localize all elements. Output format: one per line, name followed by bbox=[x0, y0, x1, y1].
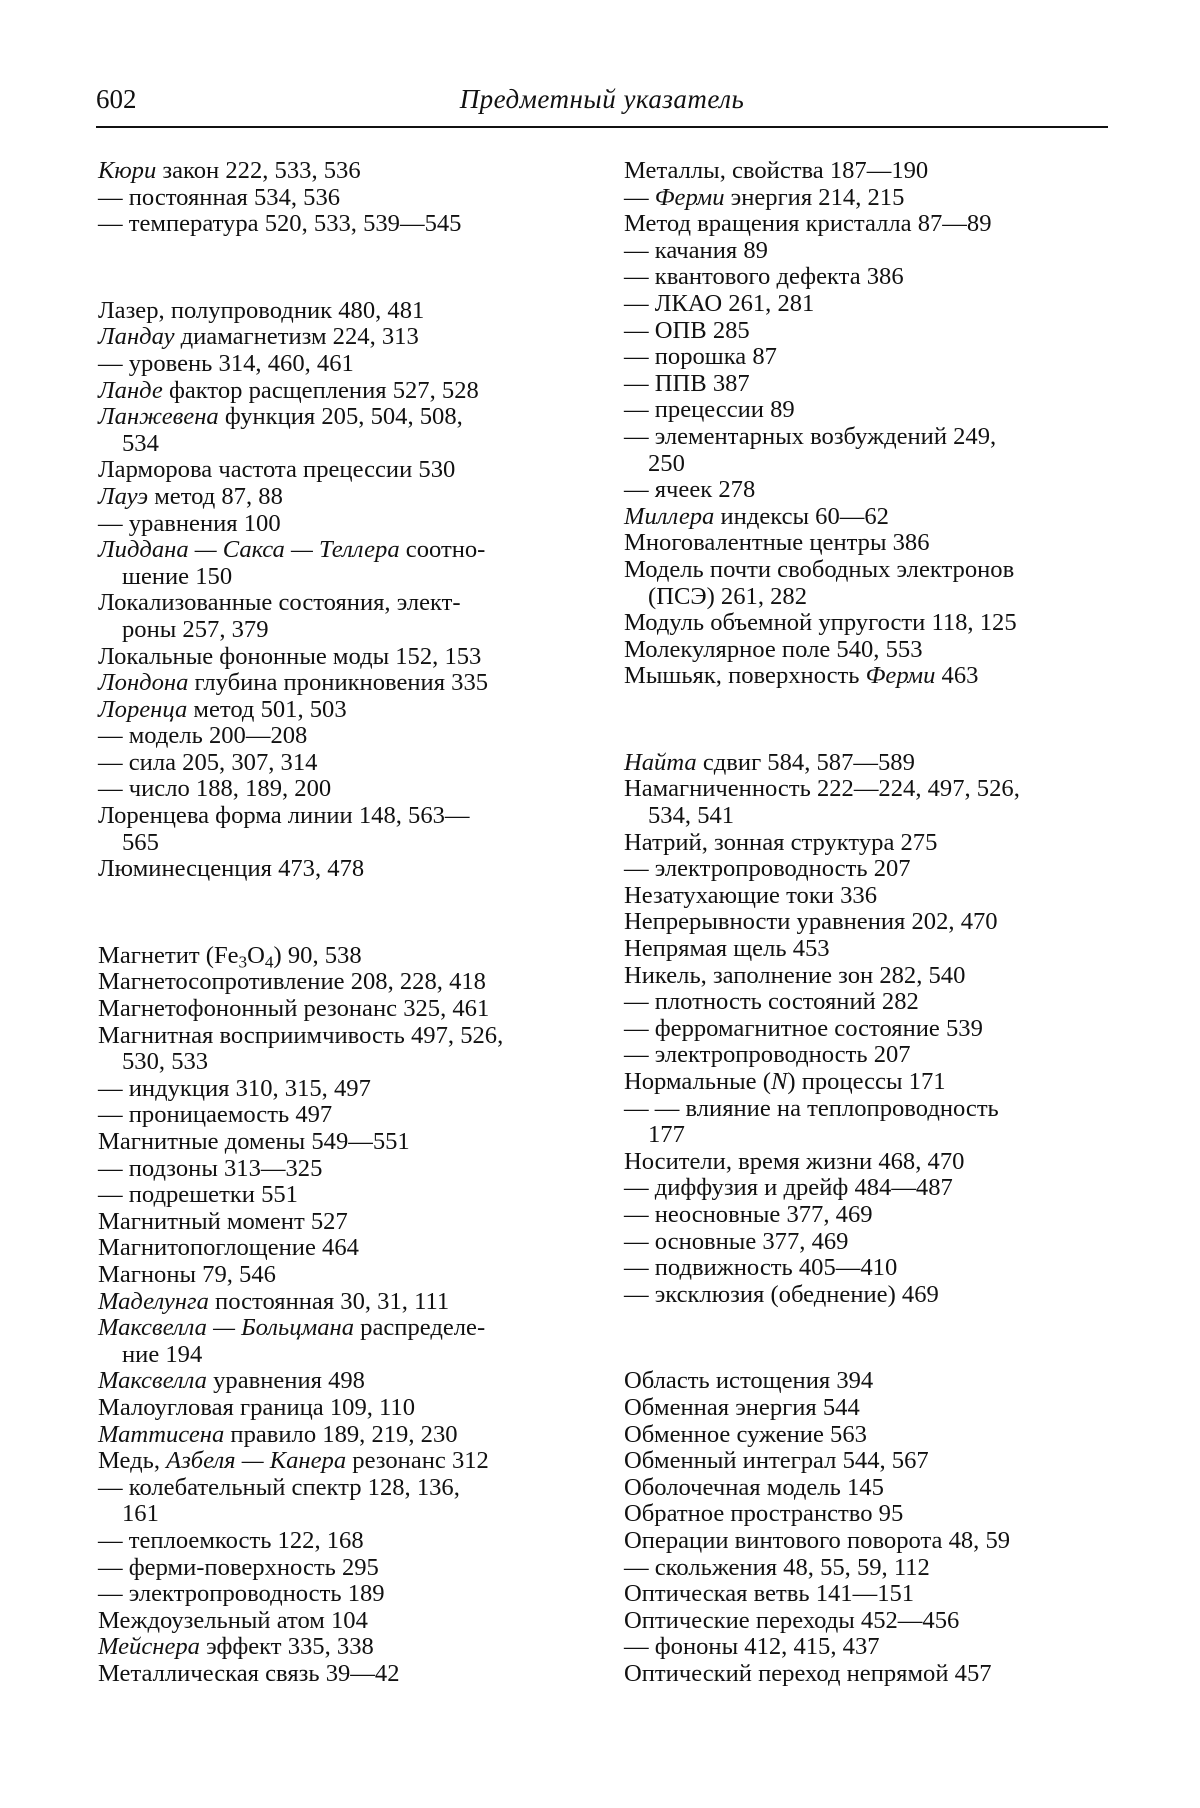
entry-text: Молекулярное поле 540, 553 bbox=[624, 635, 923, 663]
index-entry bbox=[98, 1182, 582, 1209]
entry-text: — ППВ 387 bbox=[624, 369, 750, 397]
index-entry-magnetite: Магнетит $(Fe_3O_4)$ 90, 538 bbox=[98, 941, 362, 972]
entry-proper-name: Ланжевена bbox=[98, 403, 219, 431]
entry-text: — ферми-поверхность 295 bbox=[98, 1553, 379, 1581]
entry-text: Модуль объемной упругости 118, 125 bbox=[624, 609, 1017, 637]
entry-text: Операции винтового поворота 48, 59 bbox=[624, 1526, 1011, 1554]
index-entry bbox=[98, 158, 582, 185]
entry-text: Магнитная восприимчивость 497, 526, bbox=[98, 1021, 504, 1049]
index-entry bbox=[98, 776, 582, 803]
entry-text: диамагнетизм 224, 313 bbox=[174, 323, 419, 351]
entry-text: Локализованные состояния, элект- bbox=[98, 589, 461, 617]
index-entry bbox=[624, 1634, 1108, 1661]
entry-prefix: — bbox=[624, 183, 655, 211]
index-entry bbox=[624, 158, 1108, 185]
index-entry bbox=[624, 1581, 1108, 1608]
index-entry bbox=[624, 610, 1108, 637]
entry-text: — подрешетки 551 bbox=[98, 1181, 298, 1209]
entry-proper-name: Ферми bbox=[865, 662, 936, 690]
entry-text: Малоугловая граница 109, 110 bbox=[98, 1393, 416, 1421]
entry-text: — ОПВ 285 bbox=[624, 316, 750, 344]
entry-text: — квантового дефекта 386 bbox=[624, 263, 904, 291]
entry-text: Метод вращения кристалла 87—89 bbox=[624, 210, 992, 238]
index-entry bbox=[98, 644, 582, 671]
index-entry bbox=[624, 1555, 1108, 1582]
index-entry bbox=[624, 1528, 1108, 1555]
index-entry bbox=[624, 1608, 1108, 1635]
index-entry bbox=[98, 1102, 582, 1129]
index-entry bbox=[98, 324, 582, 351]
index-entry bbox=[624, 238, 1108, 265]
index-entry bbox=[98, 1262, 582, 1289]
entry-text: Магнетосопротивление 208, 228, 418 bbox=[98, 968, 486, 996]
entry-text: Обменная энергия 544 bbox=[624, 1393, 860, 1421]
entry-proper-name: Ланде bbox=[98, 376, 163, 404]
entry-proper-name: Маделунга bbox=[98, 1287, 209, 1315]
index-entry bbox=[624, 211, 1108, 238]
index-entry bbox=[624, 750, 1108, 777]
index-group-n bbox=[624, 750, 1108, 1308]
index-entry bbox=[98, 590, 582, 643]
entry-proper-name: Найта bbox=[624, 748, 697, 776]
index-entry bbox=[624, 504, 1108, 531]
index-entry bbox=[98, 1528, 582, 1555]
entry-text: сдвиг 584, 587—589 bbox=[696, 748, 915, 776]
entry-text: Область истощения 394 bbox=[624, 1367, 874, 1395]
page-header bbox=[96, 84, 1108, 124]
index-entry bbox=[98, 1581, 582, 1608]
entry-text: Лазер, полупроводник 480, 481 bbox=[98, 296, 425, 324]
entry-text: — порошка 87 bbox=[624, 343, 777, 371]
entry-text: Металлы, свойства 187—190 bbox=[624, 157, 929, 184]
index-entry bbox=[624, 530, 1108, 557]
index-entry bbox=[624, 1661, 1108, 1688]
index-entry bbox=[98, 185, 582, 212]
entry-text: Носители, время жизни 468, 470 bbox=[624, 1147, 965, 1175]
entry-text: — сила 205, 307, 314 bbox=[98, 748, 318, 776]
index-entry bbox=[624, 477, 1108, 504]
index-entry bbox=[624, 1282, 1108, 1309]
entry-proper-name: Лондона bbox=[98, 669, 189, 697]
entry-text: — проницаемость 497 bbox=[98, 1101, 333, 1129]
index-entry bbox=[624, 1255, 1108, 1282]
group-spacer bbox=[624, 690, 1108, 750]
entry-text: Ларморова частота прецессии 530 bbox=[98, 456, 456, 484]
header-rule bbox=[96, 126, 1108, 128]
entry-text: эффект 335, 338 bbox=[199, 1633, 374, 1661]
entry-continuation: 530, 533 bbox=[122, 1048, 209, 1076]
index-entry bbox=[98, 723, 582, 750]
index-entry bbox=[98, 670, 582, 697]
index-entry bbox=[624, 397, 1108, 424]
entry-text: уравнения 498 bbox=[206, 1367, 365, 1395]
index-entry bbox=[624, 1448, 1108, 1475]
entry-text: Магнитопоглощение 464 bbox=[98, 1234, 359, 1262]
index-entry bbox=[98, 211, 582, 238]
entry-text: Незатухающие токи 336 bbox=[624, 881, 877, 909]
index-entry bbox=[624, 1501, 1108, 1528]
entry-text: — электропроводность 207 bbox=[624, 1041, 911, 1069]
entry-text: Никель, заполнение зон 282, 540 bbox=[624, 961, 966, 989]
entry-text: — прецессии 89 bbox=[624, 396, 795, 424]
entry-text: Натрий, зонная структура 275 bbox=[624, 828, 938, 856]
index-entry bbox=[624, 963, 1108, 990]
entry-text: — подвижность 405—410 bbox=[624, 1254, 898, 1282]
entry-prefix: Нормальные ( bbox=[624, 1068, 771, 1095]
index-entry bbox=[98, 1368, 582, 1395]
entry-continuation: роны 257, 379 bbox=[122, 615, 269, 643]
entry-text: — индукция 310, 315, 497 bbox=[98, 1074, 371, 1102]
entry-text: — диффузия и дрейф 484—487 bbox=[624, 1174, 953, 1202]
entry-text: Оболочечная модель 145 bbox=[624, 1473, 884, 1501]
entry-text: — подзоны 313—325 bbox=[98, 1154, 323, 1182]
index-entry bbox=[624, 830, 1108, 857]
entry-proper-name: Ландау bbox=[98, 323, 175, 351]
entry-text: — число 188, 189, 200 bbox=[98, 775, 332, 803]
entry-proper-name: Лиддана — Сакса — Теллера bbox=[98, 536, 400, 564]
entry-text: Магнитные домены 549—551 bbox=[98, 1128, 410, 1155]
entry-text: Люминесценция 473, 478 bbox=[98, 855, 365, 883]
entry-text: — электропроводность 189 bbox=[98, 1580, 385, 1608]
entry-text: Модель почти свободных электронов bbox=[624, 555, 1015, 583]
index-entry bbox=[98, 351, 582, 378]
entry-text: — скольжения 48, 55, 59, 112 bbox=[624, 1553, 930, 1581]
entry-text: закон 222, 533, 536 bbox=[156, 157, 361, 184]
entry-text: — ячеек 278 bbox=[624, 476, 756, 504]
entry-text: 463 bbox=[935, 662, 979, 690]
index-entry bbox=[98, 969, 582, 996]
index-entry bbox=[624, 344, 1108, 371]
group-spacer bbox=[98, 238, 582, 298]
entry-proper-name: Лауэ bbox=[98, 482, 149, 510]
entry-text: Магнетофононный резонанс 325, 461 bbox=[98, 995, 490, 1023]
index-entry bbox=[98, 404, 582, 457]
index-entry bbox=[624, 1422, 1108, 1449]
index-entry bbox=[624, 1229, 1108, 1256]
entry-proper-name: Маттисена bbox=[98, 1420, 225, 1448]
entry-text: — эксклюзия (обеднение) 469 bbox=[624, 1280, 939, 1308]
entry-text: — уравнения 100 bbox=[98, 509, 281, 537]
entry-text: Непрямая щель 453 bbox=[624, 935, 830, 963]
index-entry bbox=[624, 1016, 1108, 1043]
entry-text: — ферромагнитное состояние 539 bbox=[624, 1014, 983, 1042]
entry-text: Оптические переходы 452—456 bbox=[624, 1606, 960, 1634]
index-entry bbox=[98, 1475, 582, 1528]
index-entry bbox=[624, 776, 1108, 829]
index-entry bbox=[98, 378, 582, 405]
index-entry bbox=[98, 457, 582, 484]
entry-text: — температура 520, 533, 539—545 bbox=[98, 210, 462, 238]
index-entry bbox=[624, 1069, 1108, 1096]
entry-text: — ЛКАО 261, 281 bbox=[624, 289, 815, 317]
page-number: 602 bbox=[96, 84, 137, 114]
entry-text: Намагниченность 222—224, 497, 526, bbox=[624, 775, 1020, 803]
entry-text: Металлическая связь 39—42 bbox=[98, 1659, 400, 1687]
entry-text: резонанс 312 bbox=[346, 1447, 489, 1475]
index-entry bbox=[98, 803, 582, 856]
entry-text: Непрерывности уравнения 202, 470 bbox=[624, 908, 998, 936]
index-group-o bbox=[624, 1368, 1108, 1687]
index-entry bbox=[624, 1175, 1108, 1202]
entry-proper-name: Азбеля — Канера bbox=[166, 1447, 347, 1475]
entry-text: — теплоемкость 122, 168 bbox=[98, 1526, 364, 1554]
index-entry bbox=[624, 989, 1108, 1016]
index-entry bbox=[624, 1475, 1108, 1502]
entry-text: — плотность состояний 282 bbox=[624, 988, 919, 1016]
index-entry bbox=[624, 1042, 1108, 1069]
index-entry bbox=[98, 697, 582, 724]
entry-text: Междоузельный атом 104 bbox=[98, 1606, 368, 1634]
entry-text: Магноны 79, 546 bbox=[98, 1260, 276, 1288]
index-group-m-cont bbox=[624, 158, 1108, 690]
entry-text: постоянная 30, 31, 111 bbox=[208, 1287, 450, 1315]
entry-text: — колебательный спектр 128, 136, bbox=[98, 1473, 460, 1501]
entry-continuation: 565 bbox=[122, 828, 159, 856]
index-entry bbox=[98, 856, 582, 883]
index-entry bbox=[98, 1209, 582, 1236]
entry-text: — неосновные 377, 469 bbox=[624, 1200, 873, 1228]
entry-text: — фононы 412, 415, 437 bbox=[624, 1633, 880, 1661]
index-entry bbox=[624, 291, 1108, 318]
index-entry bbox=[98, 1156, 582, 1183]
right-column bbox=[624, 158, 1108, 1687]
entry-text: Оптическая ветвь 141—151 bbox=[624, 1580, 915, 1608]
entry-proper-name: Максвелла bbox=[98, 1367, 207, 1395]
entry-text: Магнитный момент 527 bbox=[98, 1207, 348, 1235]
index-entry bbox=[98, 298, 582, 325]
index-entry bbox=[98, 1422, 582, 1449]
index-entry bbox=[624, 318, 1108, 345]
index-entry bbox=[624, 1395, 1108, 1422]
index-entry bbox=[98, 511, 582, 538]
entry-proper-name: N bbox=[770, 1068, 788, 1095]
index-entry bbox=[624, 185, 1108, 212]
entry-text: — качания 89 bbox=[624, 236, 768, 264]
entry-prefix: Мышьяк, поверхность bbox=[624, 662, 866, 690]
index-entry bbox=[624, 264, 1108, 291]
index-entry bbox=[624, 856, 1108, 883]
entry-text: Обменное сужение 563 bbox=[624, 1420, 867, 1448]
entry-proper-name: Миллера bbox=[624, 502, 715, 530]
index-entry bbox=[98, 537, 582, 590]
index-entry bbox=[624, 1096, 1108, 1149]
entry-text: — электропроводность 207 bbox=[624, 855, 911, 883]
entry-text: ) процессы 171 bbox=[787, 1068, 946, 1095]
entry-proper-name: Кюри bbox=[98, 157, 157, 184]
index-entry bbox=[98, 484, 582, 511]
entry-text: — элементарных возбуждений 249, bbox=[624, 422, 997, 450]
entry-proper-name: Ферми bbox=[654, 183, 725, 211]
index-group-m bbox=[98, 969, 582, 1687]
index-entry bbox=[98, 1555, 582, 1582]
entry-text: функция 205, 504, 508, bbox=[218, 403, 463, 431]
entry-text: глубина проникновения 335 bbox=[188, 669, 489, 697]
group-spacer bbox=[98, 883, 582, 943]
entry-text: Оптический переход непрямой 457 bbox=[624, 1659, 992, 1687]
entry-text: — основные 377, 469 bbox=[624, 1227, 849, 1255]
entry-continuation: 534, 541 bbox=[648, 802, 735, 830]
entry-continuation: шение 150 bbox=[122, 562, 233, 590]
entry-text: — постоянная 534, 536 bbox=[98, 183, 341, 211]
index-entry bbox=[98, 1129, 582, 1156]
index-entry bbox=[98, 1661, 582, 1688]
index-entry bbox=[624, 557, 1108, 610]
entry-text: распределе- bbox=[354, 1314, 486, 1342]
entry-continuation: (ПСЭ) 261, 282 bbox=[648, 582, 808, 610]
entry-continuation: 534 bbox=[122, 429, 159, 457]
index-entry bbox=[624, 1149, 1108, 1176]
index-entry bbox=[624, 909, 1108, 936]
group-spacer bbox=[624, 1308, 1108, 1368]
entry-continuation: ние 194 bbox=[122, 1340, 203, 1368]
entry-text: — модель 200—208 bbox=[98, 722, 308, 750]
entry-text: — уровень 314, 460, 461 bbox=[98, 349, 354, 377]
entry-text: — — влияние на теплопроводность bbox=[624, 1094, 999, 1122]
entry-text: Многовалентные центры 386 bbox=[624, 529, 930, 557]
entry-proper-name: Лоренца bbox=[98, 695, 188, 723]
index-entry bbox=[624, 637, 1108, 664]
index-entry bbox=[98, 1634, 582, 1661]
index-entry bbox=[98, 1315, 582, 1368]
index-group-l bbox=[98, 298, 582, 883]
entry-text: энергия 214, 215 bbox=[724, 183, 905, 211]
index-entry bbox=[624, 371, 1108, 398]
entry-text: метод 501, 503 bbox=[187, 695, 347, 723]
entry-text: Локальные фононные моды 152, 153 bbox=[98, 642, 482, 670]
index-entry bbox=[98, 1289, 582, 1316]
entry-text: Лоренцева форма линии 148, 563— bbox=[98, 802, 470, 830]
entry-text: фактор расщепления 527, 528 bbox=[162, 376, 479, 404]
index-entry bbox=[624, 1368, 1108, 1395]
index-entry bbox=[624, 1202, 1108, 1229]
running-title: Предметный указатель bbox=[459, 84, 745, 114]
entry-text: метод 87, 88 bbox=[148, 482, 283, 510]
index-entry bbox=[624, 936, 1108, 963]
entry-continuation: 177 bbox=[648, 1121, 685, 1149]
entry-text: индексы 60—62 bbox=[714, 502, 889, 530]
entry-text: правило 189, 219, 230 bbox=[224, 1420, 458, 1448]
index-entry bbox=[98, 1076, 582, 1103]
entry-proper-name: Мейснера bbox=[98, 1633, 200, 1661]
index-entry bbox=[98, 1023, 582, 1076]
index-entry bbox=[624, 883, 1108, 910]
index-entry bbox=[98, 996, 582, 1023]
entry-prefix: Медь, bbox=[98, 1447, 167, 1475]
index-entry bbox=[624, 663, 1108, 690]
entry-continuation: 161 bbox=[122, 1500, 159, 1528]
index-entry bbox=[624, 424, 1108, 477]
index-group-k bbox=[98, 158, 582, 238]
entry-proper-name: Максвелла — Больцмана bbox=[98, 1314, 355, 1342]
left-column bbox=[98, 158, 582, 1687]
entry-continuation: 250 bbox=[648, 449, 685, 477]
entry-text: Обратное пространство 95 bbox=[624, 1500, 904, 1528]
index-entry bbox=[98, 1448, 582, 1475]
index-entry bbox=[98, 1395, 582, 1422]
entry-text: соотно- bbox=[399, 536, 486, 564]
entry-text: Обменный интеграл 544, 567 bbox=[624, 1447, 929, 1475]
index-entry bbox=[98, 1608, 582, 1635]
index-entry bbox=[98, 1235, 582, 1262]
index-entry bbox=[98, 750, 582, 777]
